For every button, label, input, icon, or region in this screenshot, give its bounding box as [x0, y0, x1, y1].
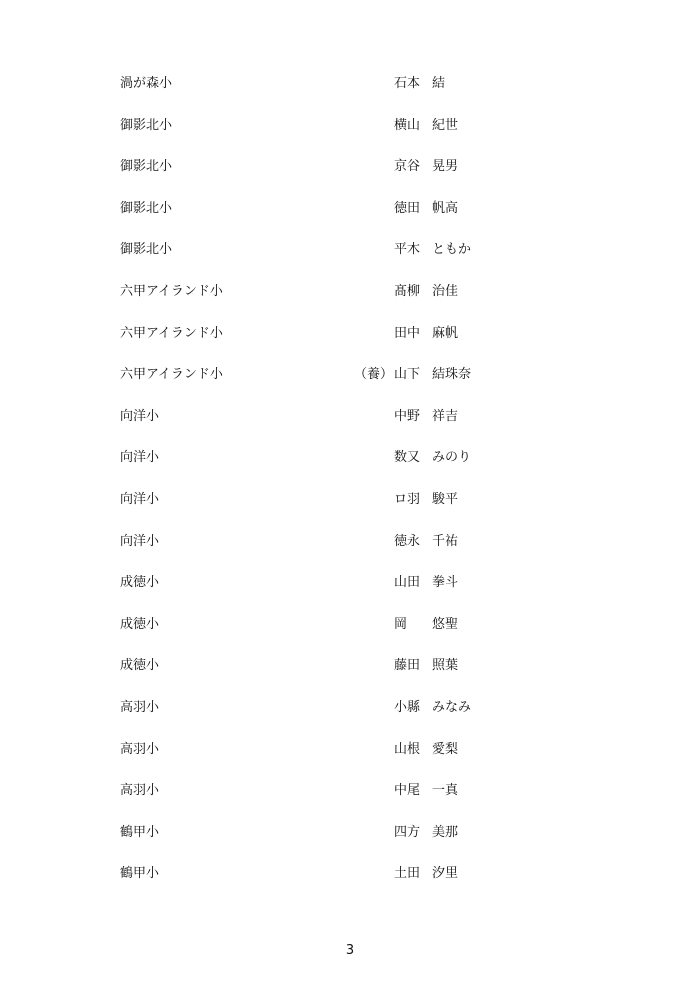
list-item [0, 573, 700, 615]
surname: 岡 [394, 616, 408, 632]
list-item [0, 199, 700, 241]
given-name: 一真 [432, 783, 459, 799]
school-name: 御影北小 [120, 242, 173, 258]
list-item [0, 240, 700, 282]
school-name: 御影北小 [120, 159, 173, 175]
list-item [0, 157, 700, 199]
surname: ロ羽 [394, 491, 421, 507]
given-name: 治佳 [432, 283, 459, 299]
given-name: 愛梨 [432, 741, 459, 757]
surname: 中野 [394, 408, 421, 424]
school-name: 六甲アイランド小 [120, 325, 223, 341]
school-name: 御影北小 [120, 117, 173, 133]
given-name: 汐里 [432, 866, 459, 882]
surname: 徳永 [394, 533, 421, 549]
list-item [0, 823, 700, 865]
surname: 藤田 [394, 658, 421, 674]
surname: 数又 [394, 450, 421, 466]
school-name: 向洋小 [120, 533, 160, 549]
staff-list [0, 74, 700, 906]
given-name: 結 [432, 76, 446, 91]
school-name: 成徳小 [120, 616, 160, 632]
school-name: 高羽小 [120, 741, 160, 757]
surname: 徳田 [394, 200, 421, 216]
list-item [0, 448, 700, 490]
school-name: 鶴甲小 [120, 866, 160, 882]
role-mark: （養） [354, 367, 394, 383]
surname: 山根 [394, 741, 421, 757]
given-name: 帆高 [432, 200, 459, 216]
given-name: 拳斗 [432, 575, 459, 591]
given-name: 美那 [432, 824, 459, 840]
given-name: ともか [432, 242, 472, 258]
surname: 山下 [394, 367, 421, 383]
school-name: 鶴甲小 [120, 824, 160, 840]
surname: 髙柳 [394, 283, 421, 299]
list-item [0, 864, 700, 906]
surname: 小縣 [394, 699, 421, 715]
list-item [0, 74, 700, 116]
school-name: 高羽小 [120, 783, 160, 799]
list-item [0, 698, 700, 740]
school-name: 向洋小 [120, 450, 160, 466]
surname: 土田 [394, 866, 421, 882]
list-item [0, 490, 700, 532]
surname: 平木 [394, 242, 421, 258]
page-number: 3 [345, 943, 355, 958]
given-name: 照葉 [432, 658, 459, 674]
list-item [0, 365, 700, 407]
given-name: 駿平 [432, 491, 459, 507]
list-item [0, 656, 700, 698]
list-item [0, 781, 700, 823]
surname: 京谷 [394, 159, 421, 175]
given-name: みのり [432, 450, 472, 466]
school-name: 六甲アイランド小 [120, 283, 223, 299]
surname: 中尾 [394, 783, 421, 799]
list-item [0, 615, 700, 657]
list-item [0, 740, 700, 782]
given-name: 千祐 [432, 533, 459, 549]
school-name: 成徳小 [120, 658, 160, 674]
school-name: 高羽小 [120, 699, 160, 715]
list-item [0, 324, 700, 366]
given-name: 麻帆 [432, 325, 459, 341]
surname: 田中 [394, 325, 421, 341]
given-name: 結珠奈 [432, 367, 472, 383]
list-item [0, 282, 700, 324]
surname: 四方 [394, 824, 421, 840]
school-name: 向洋小 [120, 491, 160, 507]
given-name: 晃男 [432, 159, 459, 175]
list-item [0, 116, 700, 158]
school-name: 成徳小 [120, 575, 160, 591]
list-item [0, 532, 700, 574]
given-name: 悠聖 [432, 616, 459, 632]
school-name: 御影北小 [120, 200, 173, 216]
school-name: 向洋小 [120, 408, 160, 424]
surname: 山田 [394, 575, 421, 591]
given-name: 祥吉 [432, 408, 459, 424]
given-name: みなみ [432, 699, 472, 715]
list-item [0, 407, 700, 449]
surname: 石本 [394, 76, 421, 91]
given-name: 紀世 [432, 117, 459, 133]
school-name: 渦が森小 [120, 76, 173, 91]
surname: 横山 [394, 117, 421, 133]
school-name: 六甲アイランド小 [120, 367, 223, 383]
